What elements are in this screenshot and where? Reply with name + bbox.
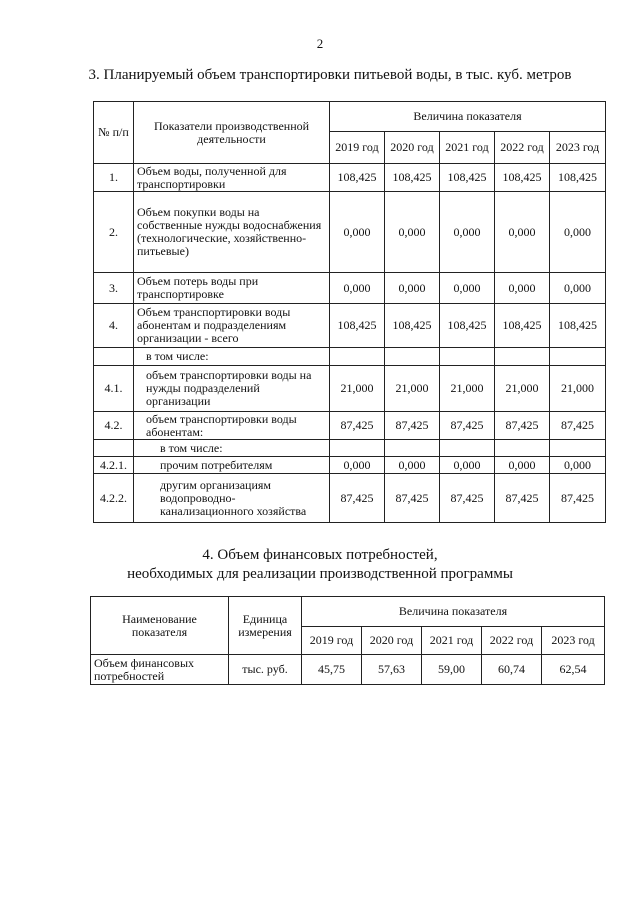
- row-name: в том числе:: [134, 348, 330, 366]
- row-value: 21,000: [385, 366, 440, 412]
- year-header: 2021 год: [440, 132, 495, 164]
- year-header: 2019 год: [302, 627, 362, 655]
- table-row: [94, 348, 606, 366]
- table-row: [94, 412, 606, 440]
- row-value: 87,425: [495, 474, 550, 523]
- row-value: 87,425: [550, 474, 606, 523]
- col-unit-header: Единица измерения: [229, 597, 302, 655]
- row-number: 3.: [94, 273, 134, 304]
- year-header: 2019 год: [330, 132, 385, 164]
- table1-title: 3. Планируемый объем транспортировки питьевой воды, в тыс. куб. метров: [88, 67, 572, 83]
- row-value: [330, 348, 385, 366]
- row-value: [495, 440, 550, 457]
- year-header: 2022 год: [482, 627, 542, 655]
- row-value: 0,000: [330, 273, 385, 304]
- table2-title: [0, 546, 640, 584]
- row-value: 0,000: [495, 273, 550, 304]
- row-value: 21,000: [495, 366, 550, 412]
- row-number: 4.1.: [94, 366, 134, 412]
- table-row: [91, 655, 605, 685]
- row-name: прочим потребителям: [134, 457, 330, 474]
- row-value: [440, 348, 495, 366]
- row-value: 108,425: [440, 164, 495, 192]
- row-value: 0,000: [385, 273, 440, 304]
- row-value: 108,425: [550, 304, 606, 348]
- row-name: Объем покупки воды на собственные нужды водоснабжения (технологические, хозяйственно-питьевые): [134, 192, 330, 273]
- row-value: 0,000: [550, 273, 606, 304]
- row-value: 87,425: [440, 412, 495, 440]
- year-header: 2020 год: [362, 627, 422, 655]
- row-number: 4.2.: [94, 412, 134, 440]
- table-row: [94, 304, 606, 348]
- row-value: 87,425: [330, 474, 385, 523]
- row-value: 0,000: [440, 192, 495, 273]
- row-value: [440, 440, 495, 457]
- row-value: 87,425: [385, 474, 440, 523]
- row-number: 4.2.2.: [94, 474, 134, 523]
- row-value: 108,425: [385, 164, 440, 192]
- row-value: 0,000: [440, 273, 495, 304]
- row-name: Объем потерь воды при транспортировке: [134, 273, 330, 304]
- row-name: в том числе:: [134, 440, 330, 457]
- row-value: 45,75: [302, 655, 362, 685]
- row-number: 1.: [94, 164, 134, 192]
- row-value: 108,425: [330, 164, 385, 192]
- row-value: [550, 440, 606, 457]
- year-header: 2023 год: [550, 132, 606, 164]
- row-number: 4.: [94, 304, 134, 348]
- row-value: 57,63: [362, 655, 422, 685]
- row-value: [385, 348, 440, 366]
- row-value: 62,54: [542, 655, 605, 685]
- table-row: [94, 366, 606, 412]
- table-row: [94, 192, 606, 273]
- row-value: 21,000: [330, 366, 385, 412]
- row-value: 0,000: [495, 457, 550, 474]
- row-number: [94, 348, 134, 366]
- table-row: [94, 164, 606, 192]
- row-value: [495, 348, 550, 366]
- row-value: 108,425: [385, 304, 440, 348]
- year-header: 2020 год: [385, 132, 440, 164]
- row-value: [330, 440, 385, 457]
- row-value: 87,425: [550, 412, 606, 440]
- row-value: 0,000: [330, 192, 385, 273]
- value-header: Величина показателя: [330, 102, 606, 132]
- row-value: 87,425: [495, 412, 550, 440]
- row-name: Объем воды, полученной для транспортировки: [134, 164, 330, 192]
- value-header: Величина показателя: [302, 597, 605, 627]
- row-value: 108,425: [495, 164, 550, 192]
- row-value: 87,425: [440, 474, 495, 523]
- row-number: [94, 440, 134, 457]
- table-row: [94, 273, 606, 304]
- page-number: 2: [316, 36, 324, 51]
- row-value: 0,000: [495, 192, 550, 273]
- row-value: 108,425: [495, 304, 550, 348]
- row-value: 21,000: [440, 366, 495, 412]
- row-value: 60,74: [482, 655, 542, 685]
- table-row: [94, 457, 606, 474]
- row-value: 0,000: [385, 192, 440, 273]
- year-header: 2021 год: [422, 627, 482, 655]
- year-header: 2022 год: [495, 132, 550, 164]
- table2-title-line2: необходимых для реализации производственной программы: [127, 566, 513, 582]
- table-row: [94, 474, 606, 523]
- row-value: 0,000: [550, 457, 606, 474]
- row-value: 108,425: [550, 164, 606, 192]
- col-num-header: № п/п: [94, 102, 134, 164]
- row-number: 4.2.1.: [94, 457, 134, 474]
- production-indicators-table: [93, 101, 606, 523]
- row-unit: тыс. руб.: [229, 655, 302, 685]
- row-name: объем транспортировки воды на нужды подразделений организации: [134, 366, 330, 412]
- row-value: 0,000: [550, 192, 606, 273]
- row-value: 21,000: [550, 366, 606, 412]
- table2-title-line1: 4. Объем финансовых потребностей,: [202, 547, 438, 563]
- row-value: 108,425: [440, 304, 495, 348]
- row-value: 87,425: [330, 412, 385, 440]
- row-name: другим организациям водопроводно-канализационного хозяйства: [134, 474, 330, 523]
- row-value: 0,000: [330, 457, 385, 474]
- financial-needs-table: [90, 596, 605, 685]
- col-indicator-header: Показатели производственной деятельности: [134, 102, 330, 164]
- col-name-header: Наименование показателя: [91, 597, 229, 655]
- row-value: [385, 440, 440, 457]
- year-header: 2023 год: [542, 627, 605, 655]
- table-row: [94, 440, 606, 457]
- row-name: объем транспортировки воды абонентам:: [134, 412, 330, 440]
- row-value: 0,000: [385, 457, 440, 474]
- row-value: 87,425: [385, 412, 440, 440]
- row-value: 0,000: [440, 457, 495, 474]
- row-number: 2.: [94, 192, 134, 273]
- row-name: Объем транспортировки воды абонентам и подразделениям организации - всего: [134, 304, 330, 348]
- row-name: Объем финансовых потребностей: [91, 655, 229, 685]
- row-value: 59,00: [422, 655, 482, 685]
- row-value: 108,425: [330, 304, 385, 348]
- row-value: [550, 348, 606, 366]
